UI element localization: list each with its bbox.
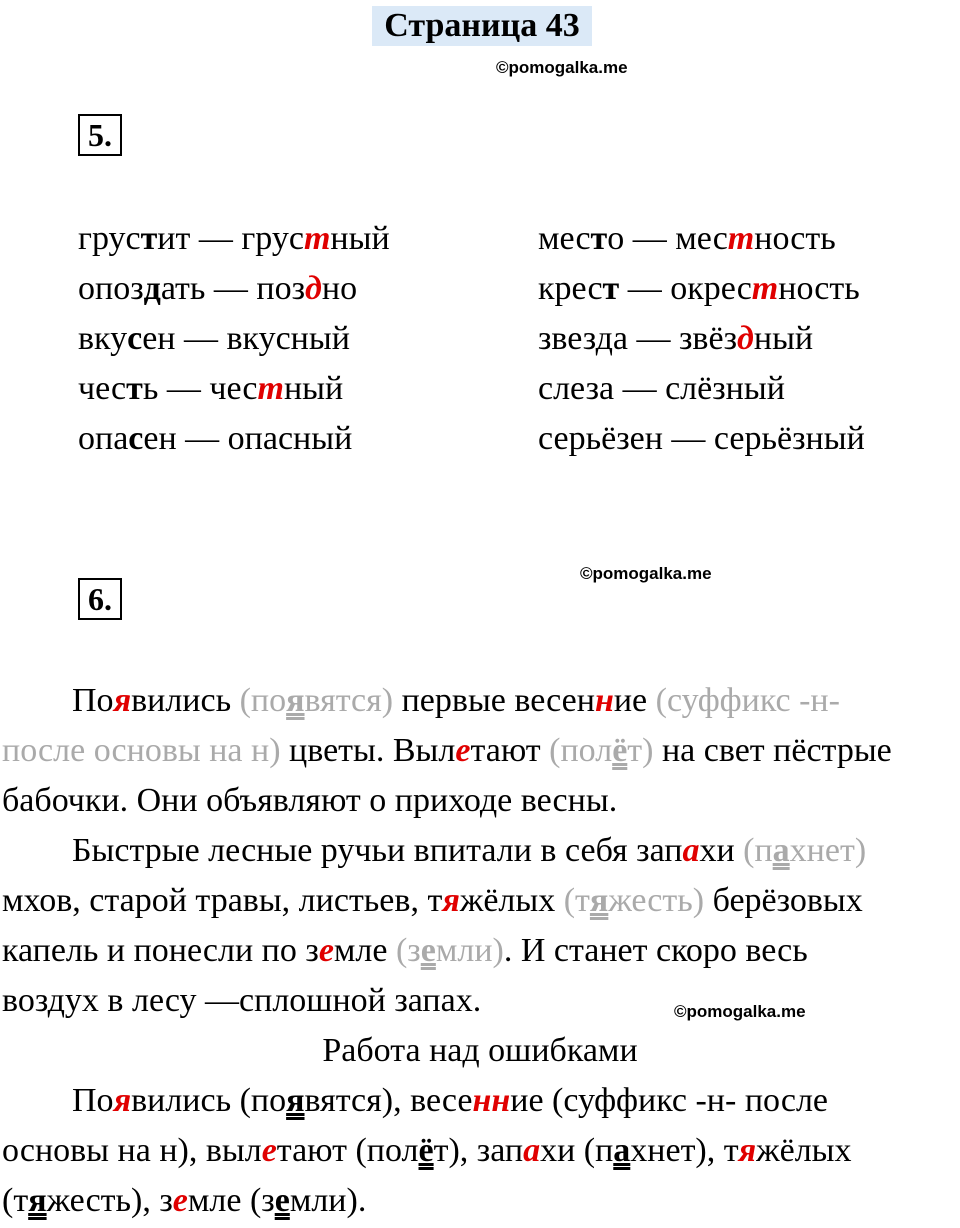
watermark: ©pomogalka.me	[674, 1002, 806, 1021]
text-line: Быстрые лесные ручьи впитали в себя запахи (пахнет)	[72, 832, 867, 869]
word-pair: опасен — опасный	[78, 420, 353, 457]
word-pair: звезда — звёздный	[538, 320, 814, 357]
text-line: капель и понесли по земле (земли). И станет скоро весь	[2, 932, 808, 969]
text-line: Появились (появятся) первые весенние (суффикс -н-	[72, 682, 840, 719]
task-5-right-column	[538, 214, 865, 464]
task-6-text	[0, 676, 960, 1226]
word-pair: грустит — грустный	[78, 220, 390, 257]
word-pair: место — местность	[538, 220, 836, 257]
word-pair: слеза — слёзный	[538, 370, 785, 407]
page-title: Страница 43	[372, 6, 592, 46]
text-line: после основы на н) цветы. Вылетают (полёт) на свет пёстрые	[2, 732, 892, 769]
word-pair: опоздать — поздно	[78, 270, 358, 307]
text-line: воздух в лесу —сплошной запах.	[2, 982, 482, 1019]
word-pair: честь — честный	[78, 370, 344, 407]
watermark: ©pomogalka.me	[496, 58, 628, 77]
task-5-left-column	[78, 214, 390, 464]
text-line: основы на н), вылетают (полёт), запахи (пахнет), тяжёлых	[2, 1132, 852, 1169]
text-line: мхов, старой травы, листьев, тяжёлых (тяжесть) берёзовых	[2, 882, 863, 919]
text-line: бабочки. Они объявляют о приходе весны.	[2, 782, 618, 819]
text-line: (тяжесть), земле (земли).	[2, 1182, 367, 1219]
word-pair: вкусен — вкусный	[78, 320, 350, 357]
task-5-number: 5.	[78, 114, 122, 156]
word-pair: крест — окрестность	[538, 270, 860, 307]
watermark: ©pomogalka.me	[580, 564, 712, 583]
task-6-number: 6.	[78, 578, 122, 620]
work-title: Работа над ошибками	[322, 1032, 638, 1069]
word-pair: серьёзен — серьёзный	[538, 420, 865, 457]
text-line: Появились (появятся), весенние (суффикс -н- после	[72, 1082, 829, 1119]
